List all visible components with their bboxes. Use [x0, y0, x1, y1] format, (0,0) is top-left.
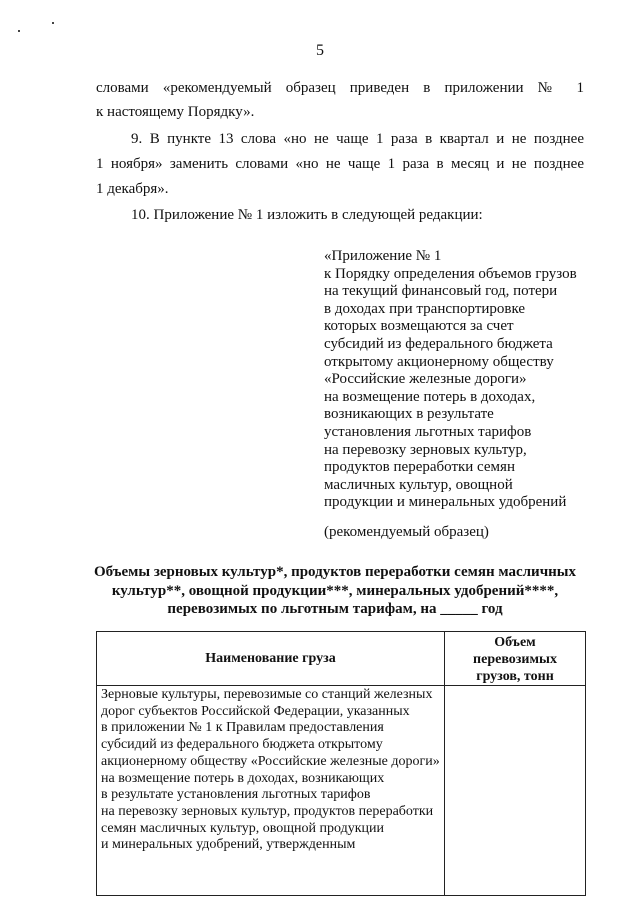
annex-line: субсидий из федерального бюджета: [324, 335, 553, 352]
cell-line: в результате установления льготных тарифов: [101, 787, 371, 803]
cell-line: субсидий из федерального бюджета открытому: [101, 737, 383, 753]
header-line: грузов, тонн: [476, 669, 554, 684]
cell-line: в приложении № 1 к Правилам предоставления: [101, 720, 384, 736]
annex-line: которых возмещаются за счет: [324, 318, 514, 335]
recommended-sample-note: (рекомендуемый образец): [324, 524, 489, 540]
annex-line: «Приложение № 1: [324, 248, 442, 264]
annex-line: «Российские железные дороги»: [324, 371, 527, 388]
table-title-line: культур**, овощной продукции***, минеральных удобрений****,: [111, 582, 559, 599]
annex-line: в доходах при транспортировке: [324, 300, 526, 317]
paragraph-line: 1 ноября» заменить словами «но не чаще 1 раза в месяц и не позднее: [96, 156, 584, 172]
scan-speck: [52, 22, 54, 24]
annex-line: на возмещение потерь в доходах,: [324, 388, 536, 405]
table-title: [90, 563, 580, 619]
annex-line: к Порядку определения объемов грузов: [324, 265, 577, 282]
cargo-name-cell: [97, 686, 445, 896]
annex-line: возникающих в результате: [324, 406, 494, 423]
column-header-volume: [445, 632, 586, 686]
annex-line: открытому акционерному обществу: [324, 353, 554, 370]
annex-line: установления льготных тарифов: [324, 423, 532, 440]
paragraph-line: 9. В пункте 13 слова «но не чаще 1 раза в квартал и не позднее: [131, 131, 584, 147]
paragraph-line: 1 декабря».: [96, 181, 169, 197]
annex-line: продуктов переработки семян: [324, 459, 515, 476]
table-row: [97, 686, 586, 896]
cell-line: на возмещение потерь в доходах, возникающих: [101, 770, 385, 786]
scan-speck: [18, 30, 20, 32]
cell-line: семян масличных культур, овощной продукции: [101, 820, 385, 836]
cell-line: акционерному обществу «Российские железные дороги»: [101, 753, 440, 769]
cell-line: дорог субъектов Российской Федерации, указанных: [101, 703, 410, 719]
volume-cell: [445, 686, 586, 896]
paragraph-line: 10. Приложение № 1 изложить в следующей редакции:: [131, 207, 483, 223]
page-number: 5: [316, 42, 324, 59]
column-header-cargo-name: Наименование груза: [97, 632, 445, 686]
annex-line: на текущий финансовый год, потери: [324, 283, 558, 300]
cell-line: и минеральных удобрений, утвержденным: [101, 837, 356, 853]
header-line: Объем: [494, 635, 536, 650]
table-header-row: [97, 632, 586, 686]
paragraph-line: словами «рекомендуемый образец приведен в приложении № 1: [96, 80, 584, 96]
annex-header: [324, 248, 604, 512]
cargo-volume-table: [96, 631, 586, 896]
annex-line: на перевозку зерновых культур,: [324, 441, 527, 458]
table-title-line: перевозимых по льготным тарифам, на _____ год: [167, 601, 503, 617]
annex-line: масличных культур, овощной: [324, 476, 513, 493]
header-line: перевозимых: [473, 652, 557, 667]
paragraph-line: к настоящему Порядку».: [96, 104, 255, 120]
annex-line: продукции и минеральных удобрений: [324, 494, 567, 511]
table-title-line: Объемы зерновых культур*, продуктов переработки семян масличных: [93, 564, 577, 580]
cell-line: Зерновые культуры, перевозимые со станций железных: [101, 687, 433, 702]
cell-line: на перевозку зерновых культур, продуктов переработки: [101, 803, 434, 819]
